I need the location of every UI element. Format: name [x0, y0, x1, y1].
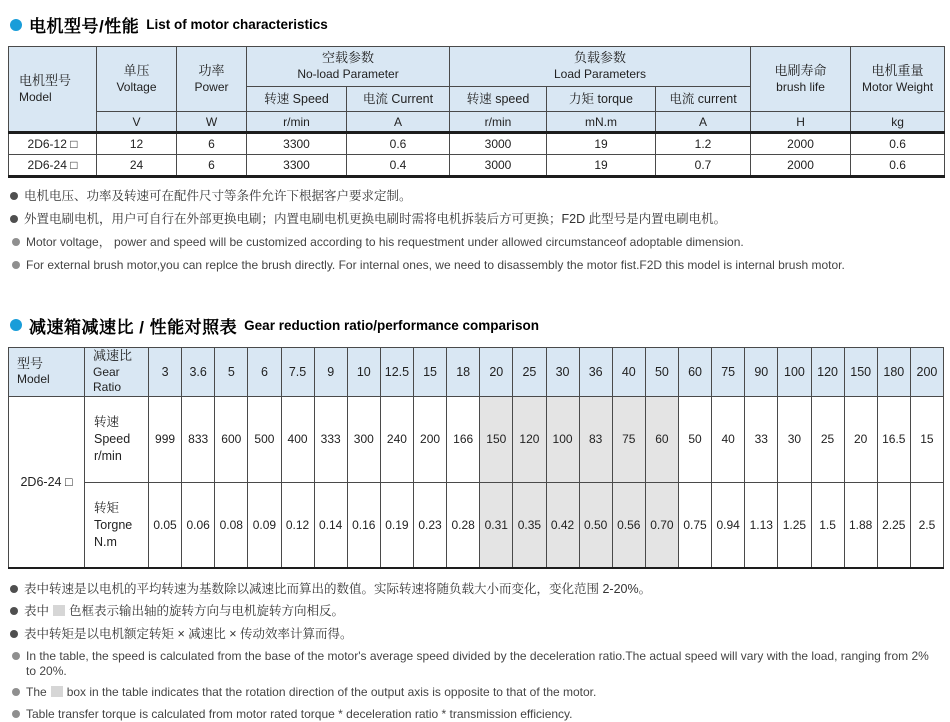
motor-characteristics-table — [8, 46, 945, 178]
speed-value-cell: 333 — [314, 396, 347, 482]
torque-value-cell: 0.09 — [248, 482, 281, 568]
ratio-header-cell: 180 — [877, 347, 910, 396]
ratio-header-cell: 6 — [248, 347, 281, 396]
ratio-header-cell: 30 — [546, 347, 579, 396]
speed-value-cell: 25 — [811, 396, 844, 482]
row-label-en: Speed — [94, 431, 131, 446]
section1-title-en: List of motor characteristics — [146, 17, 328, 32]
note-text: The box in the table indicates that the rotation direction of the output axis is opposite to that of the motor. — [26, 685, 597, 700]
ratio-header-cell: 100 — [778, 347, 811, 396]
speed-value-cell: 100 — [546, 396, 579, 482]
note-item — [12, 707, 942, 722]
torque-value-cell: 0.94 — [712, 482, 745, 568]
torque-value-cell: 0.28 — [447, 482, 480, 568]
note-item — [12, 258, 942, 273]
torque-value-cell: 2.25 — [877, 482, 910, 568]
ratio-header-cell: 75 — [712, 347, 745, 396]
motor-spec-cell: 0.6 — [851, 133, 945, 155]
ratio-header-cell: 18 — [447, 347, 480, 396]
col-header-noload-group — [247, 47, 450, 87]
section2-title-en: Gear reduction ratio/performance comparison — [244, 317, 539, 333]
col-header-load-group — [450, 47, 751, 87]
header-zh: 电机重量 — [871, 62, 924, 78]
note-item — [10, 212, 942, 228]
header-zh: 单压 — [123, 62, 150, 78]
note-bullet-icon — [12, 652, 20, 660]
speed-value-cell: 500 — [248, 396, 281, 482]
motor-spec-cell: 3300 — [247, 133, 347, 155]
ratio-header-cell: 3.6 — [182, 347, 215, 396]
note-item — [12, 235, 942, 250]
note-text: Motor voltage， power and speed will be customized according to his requestment under allowed circumstanceof adoptable dimension. — [26, 235, 744, 250]
torque-value-cell: 0.50 — [579, 482, 612, 568]
torque-value-cell: 0.75 — [679, 482, 712, 568]
gray-box-icon — [51, 686, 63, 697]
row-label-unit: r/min — [94, 448, 122, 463]
gear-table-notes — [10, 582, 942, 721]
note-bullet-icon — [10, 215, 18, 223]
motor-spec-cell: 0.7 — [656, 155, 751, 177]
ratio-header-cell: 10 — [347, 347, 380, 396]
unit-cell: kg — [851, 112, 945, 133]
header-zh: 型号 — [17, 355, 44, 371]
motor-spec-cell: 24 — [97, 155, 177, 177]
row-label-zh: 转速 — [94, 415, 120, 430]
speed-value-cell: 400 — [281, 396, 314, 482]
col-header-power — [177, 47, 247, 112]
row-label-en: Torgne — [94, 517, 133, 532]
torque-value-cell: 1.5 — [811, 482, 844, 568]
col-header-load-current: 电流 current — [656, 87, 751, 112]
note-item — [10, 189, 942, 205]
ratio-header-cell: 90 — [745, 347, 778, 396]
col-header-brush-life — [751, 47, 851, 112]
motor-spec-cell: 3000 — [450, 155, 547, 177]
torque-value-cell: 0.16 — [347, 482, 380, 568]
note-text: 外置电刷电机，用户可自行在外部更换电刷；内置电刷电机更换电刷时需将电机拆装后方可更换；F2D 此型号是内置电刷电机。 — [24, 212, 727, 227]
ratio-header-cell: 40 — [612, 347, 645, 396]
note-bullet-icon — [10, 607, 18, 615]
unit-cell: V — [97, 112, 177, 133]
speed-value-cell: 16.5 — [877, 396, 910, 482]
motor-spec-cell: 19 — [547, 155, 656, 177]
speed-value-cell: 83 — [579, 396, 612, 482]
header-en: Motor Weight — [861, 79, 934, 94]
note-item — [12, 685, 942, 700]
motor-spec-cell: 0.6 — [851, 155, 945, 177]
col-header-motor-weight — [851, 47, 945, 112]
unit-cell: H — [751, 112, 851, 133]
header-en: No-load Parameter — [297, 67, 399, 82]
gear-ratio-table — [8, 347, 944, 570]
speed-value-cell: 33 — [745, 396, 778, 482]
motor-spec-cell: 3300 — [247, 155, 347, 177]
unit-cell: A — [347, 112, 450, 133]
table1-group-header-row — [9, 47, 945, 87]
speed-value-cell: 30 — [778, 396, 811, 482]
motor-spec-cell: 12 — [97, 133, 177, 155]
ratio-header-cell: 150 — [844, 347, 877, 396]
torque-value-cell: 0.06 — [182, 482, 215, 568]
note-bullet-icon — [10, 192, 18, 200]
header-zh: 电机型号 — [19, 72, 72, 88]
header-en: Model — [17, 372, 50, 387]
col-header-noload-speed: 转速 Speed — [247, 87, 347, 112]
motor-row-2d6-24 — [9, 155, 945, 177]
ratio-header-cell: 5 — [215, 347, 248, 396]
torque-value-cell: 2.5 — [910, 482, 943, 568]
speed-value-cell: 50 — [679, 396, 712, 482]
speed-value-cell: 120 — [513, 396, 546, 482]
speed-row-label — [85, 396, 149, 482]
speed-value-cell: 833 — [182, 396, 215, 482]
torque-value-cell: 1.13 — [745, 482, 778, 568]
header-en: Power — [194, 79, 229, 94]
gray-box-icon — [53, 605, 65, 616]
torque-value-cell: 0.35 — [513, 482, 546, 568]
ratio-header-cell: 60 — [679, 347, 712, 396]
torque-row — [9, 482, 944, 568]
units-row — [9, 112, 945, 133]
note-bullet-icon — [12, 688, 20, 696]
header-en: Load Parameters — [553, 67, 647, 82]
torque-value-cell: 0.12 — [281, 482, 314, 568]
motor-spec-cell: 0.6 — [347, 133, 450, 155]
unit-cell: A — [656, 112, 751, 133]
speed-value-cell: 200 — [414, 396, 447, 482]
torque-row-label — [85, 482, 149, 568]
ratio-header-cell: 12.5 — [380, 347, 413, 396]
torque-value-cell: 0.19 — [380, 482, 413, 568]
row-label-unit: N.m — [94, 534, 117, 549]
note-bullet-icon — [10, 630, 18, 638]
row-label-zh: 转矩 — [94, 500, 120, 515]
motor-characteristics-title — [10, 12, 942, 37]
header-zh: 负载参数 — [574, 50, 627, 66]
header-zh: 功率 — [198, 62, 225, 78]
motor-spec-cell: 1.2 — [656, 133, 751, 155]
header-en: brush life — [776, 79, 825, 94]
col-header-load-speed: 转速 speed — [450, 87, 547, 112]
unit-cell: W — [177, 112, 247, 133]
speed-value-cell: 600 — [215, 396, 248, 482]
note-text: 电机电压、功率及转速可在配件尺寸等条件允许下根据客户要求定制。 — [24, 189, 412, 203]
section1-title-zh: 电机型号/性能 — [29, 17, 140, 36]
header-en: Voltage — [116, 79, 157, 94]
note-item — [10, 627, 942, 643]
header-zh: 减速比 — [93, 347, 133, 363]
ratio-header-cell: 50 — [645, 347, 678, 396]
header-en: Gear Ratio — [93, 364, 122, 395]
section2-title-zh: 减速箱减速比 / 性能对照表 — [29, 317, 238, 337]
col-header-voltage — [97, 47, 177, 112]
unit-cell: r/min — [247, 112, 347, 133]
section-bullet-icon — [10, 19, 22, 31]
col-header-load-torque: 力矩 torque — [547, 87, 656, 112]
unit-cell: mN.m — [547, 112, 656, 133]
ratio-header-cell: 200 — [910, 347, 943, 396]
motor-spec-cell: 19 — [547, 133, 656, 155]
ratio-header-cell: 36 — [579, 347, 612, 396]
speed-value-cell: 240 — [380, 396, 413, 482]
motor-spec-cell: 6 — [177, 155, 247, 177]
ratio-header-cell: 9 — [314, 347, 347, 396]
ratio-header-cell: 20 — [480, 347, 513, 396]
motor-table-notes — [10, 189, 942, 273]
col-header-noload-current: 电流 Current — [347, 87, 450, 112]
note-bullet-icon — [10, 585, 18, 593]
speed-value-cell: 300 — [347, 396, 380, 482]
note-item — [10, 604, 942, 620]
note-text: 表中 色框表示输出轴的旋转方向与电机旋转方向相反。 — [24, 604, 345, 619]
torque-value-cell: 1.88 — [844, 482, 877, 568]
note-bullet-icon — [12, 261, 20, 269]
ratio-header-cell: 3 — [149, 347, 182, 396]
motor-spec-cell: 0.4 — [347, 155, 450, 177]
speed-value-cell: 999 — [149, 396, 182, 482]
col-header-model — [9, 47, 97, 133]
ratio-header-cell: 15 — [414, 347, 447, 396]
note-text: For external brush motor,you can replce the brush directly. For internal ones, we need to disassembly the motor fist.F2D this model is internal brush motor. — [26, 257, 845, 272]
speed-row — [9, 396, 944, 482]
torque-value-cell: 0.42 — [546, 482, 579, 568]
torque-value-cell: 0.14 — [314, 482, 347, 568]
note-text: Table transfer torque is calculated from motor rated torque * deceleration ratio * transmission efficiency. — [26, 706, 573, 721]
speed-value-cell: 20 — [844, 396, 877, 482]
section-bullet-icon — [10, 319, 22, 331]
torque-value-cell: 0.70 — [645, 482, 678, 568]
ratio-header-cell: 120 — [811, 347, 844, 396]
gear-ratio-title — [10, 313, 942, 338]
torque-value-cell: 0.31 — [480, 482, 513, 568]
note-text: 表中转速是以电机的平均转速为基数除以减速比而算出的数值。实际转速将随负载大小而变化，变化范围 2-20%。 — [24, 582, 652, 597]
speed-value-cell: 40 — [712, 396, 745, 482]
note-text: 表中转矩是以电机额定转矩 × 减速比 × 传动效率计算而得。 — [24, 626, 353, 641]
header-zh: 空载参数 — [322, 50, 375, 66]
motor-spec-cell: 2000 — [751, 155, 851, 177]
gear-header-row — [9, 347, 944, 396]
note-item — [12, 649, 942, 679]
note-text: In the table, the speed is calculated from the base of the motor's average speed divided by the deceleration ratio.The actual speed will vary with the load, ranging from 2% to 20%. — [26, 648, 929, 678]
torque-value-cell: 0.23 — [414, 482, 447, 568]
torque-value-cell: 1.25 — [778, 482, 811, 568]
torque-value-cell: 0.56 — [612, 482, 645, 568]
torque-value-cell: 0.08 — [215, 482, 248, 568]
gear-model-cell: 2D6-24 □ — [9, 396, 85, 568]
motor-spec-cell: 6 — [177, 133, 247, 155]
note-bullet-icon — [12, 238, 20, 246]
torque-value-cell: 0.05 — [149, 482, 182, 568]
motor-spec-cell: 2000 — [751, 133, 851, 155]
header-en: Model — [19, 89, 52, 104]
unit-cell: r/min — [450, 112, 547, 133]
motor-row-2d6-12 — [9, 133, 945, 155]
motor-spec-cell: 3000 — [450, 133, 547, 155]
speed-value-cell: 150 — [480, 396, 513, 482]
motor-spec-cell: 2D6-24 □ — [9, 155, 97, 177]
motor-spec-cell: 2D6-12 □ — [9, 133, 97, 155]
header-zh: 电刷寿命 — [774, 62, 827, 78]
speed-value-cell: 166 — [447, 396, 480, 482]
ratio-header-cell: 7.5 — [281, 347, 314, 396]
note-item — [10, 582, 942, 598]
speed-value-cell: 75 — [612, 396, 645, 482]
speed-value-cell: 15 — [910, 396, 943, 482]
col-header-gear-ratio — [85, 347, 149, 396]
note-bullet-icon — [12, 710, 20, 718]
col-header-model — [9, 347, 85, 396]
ratio-header-cell: 25 — [513, 347, 546, 396]
speed-value-cell: 60 — [645, 396, 678, 482]
